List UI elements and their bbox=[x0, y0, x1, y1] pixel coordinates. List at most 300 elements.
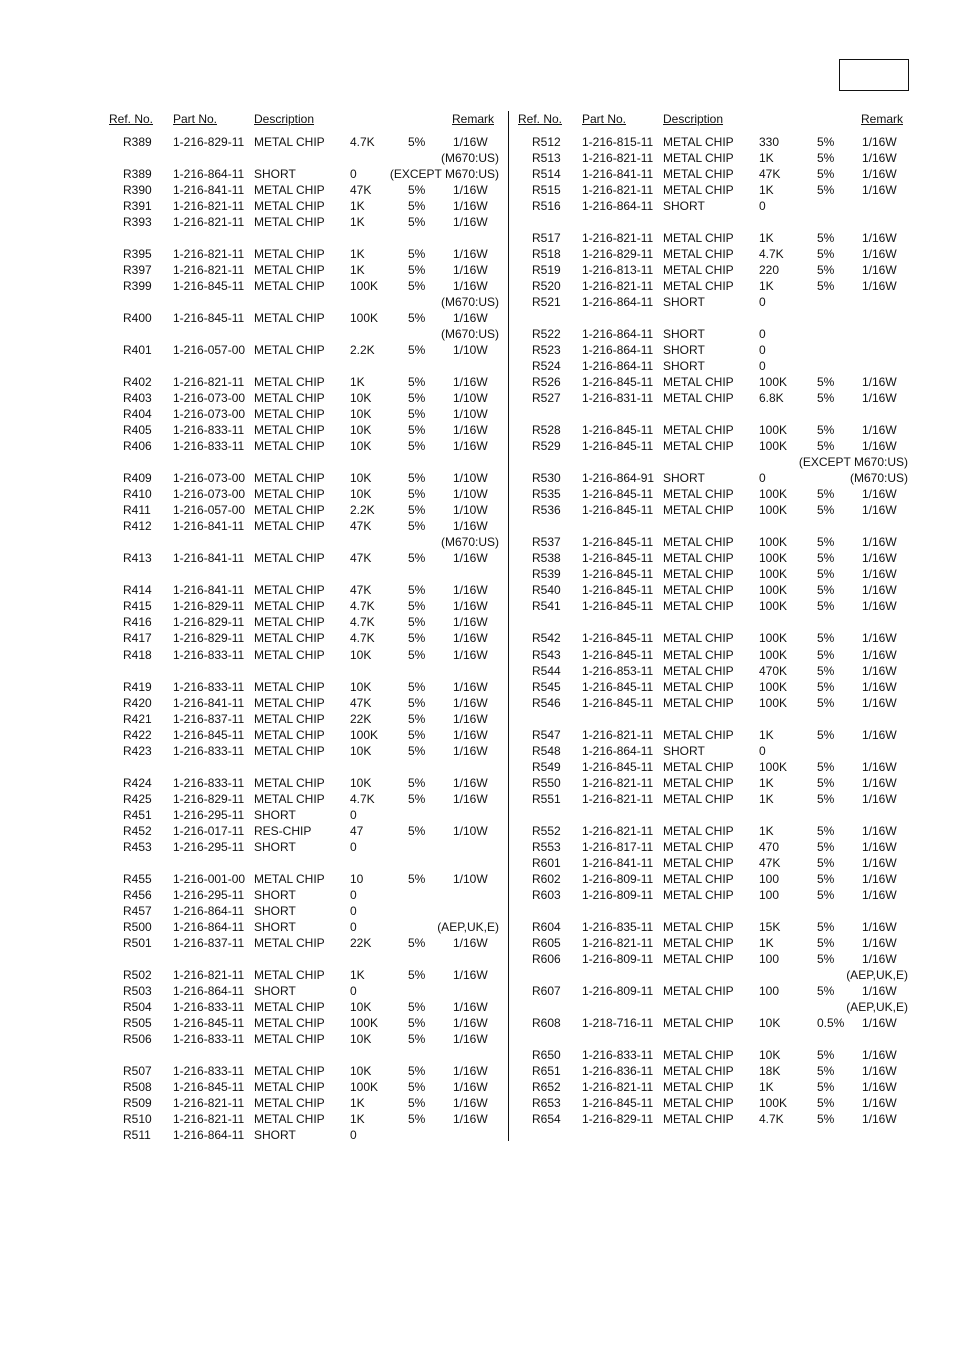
cell-ref-no: R391 bbox=[123, 199, 152, 214]
cell-tolerance: 5% bbox=[817, 167, 835, 182]
cell-tolerance: 5% bbox=[408, 135, 426, 149]
table-row bbox=[109, 711, 501, 727]
row-group bbox=[518, 230, 910, 310]
cell-rating: 1/16W bbox=[862, 679, 897, 694]
table-row bbox=[518, 294, 910, 310]
cell-value: 1K bbox=[759, 791, 774, 806]
cell-description: METAL CHIP bbox=[663, 135, 734, 149]
cell-part-no: 1-216-833-11 bbox=[173, 679, 245, 694]
table-row bbox=[109, 166, 501, 182]
cell-value: 47 bbox=[350, 823, 364, 838]
cell-ref-no: R457 bbox=[123, 903, 152, 918]
cell-value: 47K bbox=[350, 583, 372, 598]
cell-ref-no: R549 bbox=[532, 759, 561, 774]
cell-tolerance: 5% bbox=[817, 247, 835, 262]
cell-value: 47K bbox=[759, 167, 781, 182]
cell-description: METAL CHIP bbox=[663, 535, 734, 550]
cell-tolerance: 5% bbox=[408, 551, 426, 566]
cell-part-no: 1-216-845-11 bbox=[582, 647, 654, 662]
cell-value: 6.8K bbox=[759, 391, 784, 406]
cell-description: METAL CHIP bbox=[663, 423, 734, 438]
cell-ref-no: R543 bbox=[532, 647, 561, 662]
cell-part-no: 1-216-073-00 bbox=[173, 391, 246, 406]
cell-value: 100K bbox=[759, 375, 788, 390]
cell-value: 100K bbox=[759, 535, 788, 550]
cell-rating: 1/16W bbox=[453, 263, 488, 278]
cell-part-no: 1-216-841-11 bbox=[173, 551, 245, 566]
cell-description: SHORT bbox=[663, 743, 705, 758]
cell-ref-no: R402 bbox=[123, 375, 152, 390]
cell-value: 100K bbox=[759, 439, 788, 454]
table-row bbox=[518, 663, 910, 679]
cell-rating: 1/16W bbox=[862, 439, 897, 454]
cell-ref-no: R507 bbox=[123, 1063, 152, 1078]
cell-ref-no: R418 bbox=[123, 647, 152, 662]
cell-description: SHORT bbox=[254, 839, 296, 854]
cell-rating: 1/16W bbox=[453, 1079, 488, 1094]
cell-description: METAL CHIP bbox=[254, 647, 325, 662]
cell-part-no: 1-216-821-11 bbox=[582, 183, 654, 198]
cell-remark: (M670:US) bbox=[440, 151, 499, 166]
cell-ref-no: R411 bbox=[123, 503, 151, 518]
cell-ref-no: R511 bbox=[123, 1127, 151, 1142]
cell-rating: 1/16W bbox=[862, 599, 897, 614]
cell-part-no: 1-216-821-11 bbox=[582, 1079, 654, 1094]
cell-description: METAL CHIP bbox=[254, 1095, 325, 1110]
row-group bbox=[518, 727, 910, 807]
cell-part-no: 1-216-821-11 bbox=[582, 935, 654, 950]
cell-tolerance: 5% bbox=[817, 679, 835, 694]
cell-rating: 1/16W bbox=[862, 791, 897, 806]
cell-part-no: 1-216-295-11 bbox=[173, 887, 245, 902]
column-header bbox=[109, 113, 501, 125]
cell-tolerance: 5% bbox=[408, 279, 426, 294]
cell-part-no: 1-216-829-11 bbox=[173, 791, 245, 806]
table-row bbox=[518, 1079, 910, 1095]
table-row bbox=[109, 1015, 501, 1031]
cell-description: METAL CHIP bbox=[254, 391, 325, 406]
table-row bbox=[518, 823, 910, 839]
cell-rating: 1/16W bbox=[453, 775, 488, 790]
cell-part-no: 1-216-833-11 bbox=[173, 999, 245, 1014]
cell-value: 47K bbox=[350, 551, 372, 566]
cell-value: 0 bbox=[350, 903, 357, 918]
cell-tolerance: 5% bbox=[817, 631, 835, 646]
cell-rating: 1/16W bbox=[453, 791, 488, 806]
cell-value: 1K bbox=[759, 1079, 774, 1094]
cell-value: 10K bbox=[759, 1047, 781, 1062]
cell-part-no: 1-216-864-91 bbox=[582, 471, 655, 486]
cell-description: METAL CHIP bbox=[663, 839, 734, 854]
cell-tolerance: 5% bbox=[408, 503, 426, 518]
cell-tolerance: 5% bbox=[817, 871, 835, 886]
cell-ref-no: R452 bbox=[123, 823, 152, 838]
cell-rating: 1/16W bbox=[453, 935, 488, 950]
cell-part-no: 1-216-845-11 bbox=[173, 1015, 245, 1030]
cell-part-no: 1-216-833-11 bbox=[173, 775, 245, 790]
cell-description: METAL CHIP bbox=[254, 727, 325, 742]
table-row bbox=[109, 198, 501, 214]
cell-ref-no: R451 bbox=[123, 807, 152, 822]
cell-tolerance: 5% bbox=[408, 679, 426, 694]
cell-description: METAL CHIP bbox=[254, 711, 325, 726]
cell-value: 100K bbox=[759, 647, 788, 662]
cell-ref-no: R512 bbox=[532, 135, 561, 149]
cell-rating: 1/16W bbox=[862, 167, 897, 182]
cell-description: METAL CHIP bbox=[663, 855, 734, 870]
table-row bbox=[109, 214, 501, 230]
cell-part-no: 1-216-845-11 bbox=[582, 503, 654, 518]
cell-tolerance: 5% bbox=[817, 279, 835, 294]
cell-ref-no: R406 bbox=[123, 439, 152, 454]
cell-tolerance: 5% bbox=[408, 791, 426, 806]
remark-line bbox=[518, 967, 910, 983]
table-row bbox=[518, 342, 910, 358]
cell-description: SHORT bbox=[663, 471, 705, 486]
cell-description: METAL CHIP bbox=[254, 135, 325, 149]
cell-value: 1K bbox=[350, 1111, 365, 1126]
cell-ref-no: R389 bbox=[123, 167, 152, 182]
cell-description: METAL CHIP bbox=[254, 199, 325, 214]
cell-value: 100K bbox=[759, 423, 788, 438]
cell-value: 0 bbox=[759, 471, 766, 486]
cell-tolerance: 5% bbox=[817, 151, 835, 166]
cell-tolerance: 5% bbox=[817, 535, 835, 550]
table-row bbox=[518, 647, 910, 663]
table-row bbox=[518, 839, 910, 855]
cell-ref-no: R650 bbox=[532, 1047, 561, 1062]
table-row bbox=[109, 695, 501, 711]
table-row bbox=[109, 310, 501, 326]
cell-value: 100K bbox=[759, 759, 788, 774]
parts-list bbox=[518, 134, 910, 1143]
table-row bbox=[109, 935, 501, 951]
cell-description: METAL CHIP bbox=[663, 823, 734, 838]
cell-value: 100K bbox=[759, 631, 788, 646]
cell-description: METAL CHIP bbox=[254, 279, 325, 294]
cell-part-no: 1-216-841-11 bbox=[173, 183, 245, 198]
cell-ref-no: R530 bbox=[532, 471, 561, 486]
cell-description: SHORT bbox=[254, 983, 296, 998]
cell-part-no: 1-216-833-11 bbox=[173, 1063, 245, 1078]
cell-part-no: 1-216-817-11 bbox=[582, 839, 654, 854]
cell-tolerance: 5% bbox=[408, 775, 426, 790]
row-group bbox=[518, 326, 910, 406]
cell-tolerance: 5% bbox=[817, 551, 835, 566]
cell-description: METAL CHIP bbox=[663, 503, 734, 518]
cell-ref-no: R417 bbox=[123, 631, 152, 646]
cell-rating: 1/16W bbox=[862, 1015, 897, 1030]
table-row bbox=[518, 919, 910, 935]
cell-value: 10K bbox=[350, 471, 372, 486]
cell-description: METAL CHIP bbox=[663, 1095, 734, 1110]
cell-value: 100K bbox=[350, 1015, 379, 1030]
cell-value: 1K bbox=[759, 151, 774, 166]
table-row bbox=[518, 534, 910, 550]
row-group bbox=[518, 823, 910, 903]
cell-tolerance: 5% bbox=[408, 727, 426, 742]
cell-tolerance: 5% bbox=[817, 503, 835, 518]
table-row bbox=[518, 935, 910, 951]
table-row bbox=[518, 1111, 910, 1127]
cell-value: 15K bbox=[759, 919, 781, 934]
cell-part-no: 1-216-017-11 bbox=[173, 823, 245, 838]
cell-description: METAL CHIP bbox=[663, 983, 734, 998]
cell-value: 100K bbox=[759, 567, 788, 582]
cell-ref-no: R523 bbox=[532, 343, 561, 358]
cell-value: 10K bbox=[350, 775, 372, 790]
cell-tolerance: 5% bbox=[817, 663, 835, 678]
cell-description: SHORT bbox=[254, 167, 296, 182]
cell-tolerance: 5% bbox=[408, 407, 426, 422]
cell-value: 47K bbox=[759, 855, 781, 870]
cell-rating: 1/16W bbox=[453, 135, 488, 149]
cell-description: SHORT bbox=[254, 1127, 296, 1142]
cell-ref-no: R514 bbox=[532, 167, 561, 182]
cell-part-no: 1-216-809-11 bbox=[582, 871, 654, 886]
cell-value: 4.7K bbox=[759, 247, 784, 262]
cell-description: METAL CHIP bbox=[663, 647, 734, 662]
cell-part-no: 1-216-813-11 bbox=[582, 263, 654, 278]
table-row bbox=[518, 198, 910, 214]
cell-tolerance: 5% bbox=[408, 1079, 426, 1094]
cell-tolerance: 5% bbox=[817, 263, 835, 278]
cell-tolerance: 5% bbox=[408, 311, 426, 326]
cell-value: 0 bbox=[350, 167, 357, 182]
cell-value: 470 bbox=[759, 839, 780, 854]
cell-value: 4.7K bbox=[350, 615, 375, 630]
cell-part-no: 1-216-073-00 bbox=[173, 407, 246, 422]
row-group bbox=[109, 775, 501, 855]
cell-rating: 1/16W bbox=[862, 487, 897, 502]
cell-ref-no: R515 bbox=[532, 183, 561, 198]
cell-value: 0 bbox=[759, 327, 766, 342]
cell-value: 10K bbox=[350, 743, 372, 758]
table-row bbox=[518, 182, 910, 198]
cell-description: METAL CHIP bbox=[663, 775, 734, 790]
table-row bbox=[109, 390, 501, 406]
cell-tolerance: 5% bbox=[817, 951, 835, 966]
cell-tolerance: 5% bbox=[817, 791, 835, 806]
cell-part-no: 1-216-845-11 bbox=[582, 439, 654, 454]
cell-tolerance: 5% bbox=[408, 519, 426, 534]
cell-part-no: 1-216-829-11 bbox=[173, 599, 245, 614]
cell-part-no: 1-216-864-11 bbox=[582, 343, 654, 358]
cell-value: 100K bbox=[350, 727, 379, 742]
cell-ref-no: R520 bbox=[532, 279, 561, 294]
row-group bbox=[109, 967, 501, 1047]
cell-value: 0 bbox=[350, 983, 357, 998]
cell-rating: 1/16W bbox=[862, 551, 897, 566]
cell-ref-no: R516 bbox=[532, 199, 561, 214]
cell-rating: 1/16W bbox=[862, 919, 897, 934]
cell-tolerance: 5% bbox=[817, 1063, 835, 1078]
cell-value: 1K bbox=[759, 935, 774, 950]
cell-rating: 1/16W bbox=[862, 1095, 897, 1110]
cell-ref-no: R393 bbox=[123, 215, 152, 230]
cell-part-no: 1-216-821-11 bbox=[173, 375, 245, 390]
cell-description: METAL CHIP bbox=[254, 471, 325, 486]
cell-rating: 1/16W bbox=[862, 535, 897, 550]
cell-description: METAL CHIP bbox=[254, 1031, 325, 1046]
cell-description: METAL CHIP bbox=[254, 551, 325, 566]
cell-tolerance: 5% bbox=[408, 999, 426, 1014]
table-row bbox=[518, 502, 910, 518]
cell-ref-no: R517 bbox=[532, 231, 561, 246]
cell-description: METAL CHIP bbox=[254, 999, 325, 1014]
table-row bbox=[109, 727, 501, 743]
cell-ref-no: R519 bbox=[532, 263, 561, 278]
cell-rating: 1/16W bbox=[862, 839, 897, 854]
cell-description: METAL CHIP bbox=[663, 1111, 734, 1126]
cell-ref-no: R548 bbox=[532, 743, 561, 758]
cell-rating: 1/16W bbox=[453, 1031, 488, 1046]
table-row bbox=[109, 919, 501, 935]
table-row bbox=[109, 823, 501, 839]
cell-ref-no: R654 bbox=[532, 1111, 561, 1126]
cell-part-no: 1-216-001-00 bbox=[173, 871, 246, 886]
cell-rating: 1/16W bbox=[862, 855, 897, 870]
cell-ref-no: R510 bbox=[123, 1111, 152, 1126]
table-row bbox=[518, 358, 910, 374]
table-row bbox=[109, 775, 501, 791]
cell-tolerance: 5% bbox=[817, 727, 835, 742]
cell-part-no: 1-216-057-00 bbox=[173, 343, 246, 358]
table-row bbox=[518, 246, 910, 262]
cell-rating: 1/16W bbox=[862, 391, 897, 406]
cell-rating: 1/16W bbox=[453, 199, 488, 214]
cell-rating: 1/16W bbox=[862, 871, 897, 886]
cell-ref-no: R513 bbox=[532, 151, 561, 166]
cell-part-no: 1-216-836-11 bbox=[582, 1063, 654, 1078]
cell-rating: 1/16W bbox=[453, 711, 488, 726]
cell-ref-no: R409 bbox=[123, 471, 152, 486]
cell-rating: 1/16W bbox=[453, 727, 488, 742]
table-row bbox=[109, 278, 501, 294]
cell-tolerance: 5% bbox=[817, 887, 835, 902]
table-row bbox=[109, 791, 501, 807]
row-group bbox=[518, 134, 910, 214]
table-row bbox=[518, 326, 910, 342]
cell-description: METAL CHIP bbox=[663, 551, 734, 566]
cell-part-no: 1-216-829-11 bbox=[173, 615, 245, 630]
cell-rating: 1/16W bbox=[862, 583, 897, 598]
cell-part-no: 1-216-821-11 bbox=[173, 247, 245, 262]
table-row bbox=[109, 406, 501, 422]
cell-ref-no: R422 bbox=[123, 727, 152, 742]
cell-rating: 1/16W bbox=[453, 695, 488, 710]
cell-rating: 1/16W bbox=[453, 311, 488, 326]
cell-ref-no: R404 bbox=[123, 407, 152, 422]
cell-tolerance: 5% bbox=[817, 567, 835, 582]
cell-rating: 1/16W bbox=[862, 935, 897, 950]
cell-ref-no: R608 bbox=[532, 1015, 561, 1030]
table-row bbox=[518, 374, 910, 390]
cell-rating: 1/16W bbox=[453, 743, 488, 758]
column-header bbox=[518, 113, 910, 125]
cell-tolerance: 5% bbox=[408, 599, 426, 614]
cell-rating: 1/16W bbox=[453, 1063, 488, 1078]
cell-rating: 1/16W bbox=[453, 999, 488, 1014]
table-row bbox=[518, 550, 910, 566]
table-row bbox=[518, 150, 910, 166]
cell-value: 0 bbox=[759, 359, 766, 374]
cell-part-no: 1-216-821-11 bbox=[173, 1111, 245, 1126]
cell-tolerance: 5% bbox=[408, 215, 426, 230]
cell-tolerance: 5% bbox=[817, 375, 835, 390]
cell-remark: (M670:US) bbox=[440, 535, 499, 550]
cell-tolerance: 5% bbox=[408, 263, 426, 278]
cell-rating: 1/16W bbox=[862, 567, 897, 582]
cell-tolerance: 5% bbox=[408, 583, 426, 598]
cell-value: 1K bbox=[350, 375, 365, 390]
row-group bbox=[518, 1047, 910, 1127]
cell-rating: 1/16W bbox=[453, 615, 488, 630]
table-row bbox=[518, 791, 910, 807]
cell-part-no: 1-216-821-11 bbox=[582, 727, 654, 742]
cell-description: METAL CHIP bbox=[254, 599, 325, 614]
cell-rating: 1/16W bbox=[453, 375, 488, 390]
cell-description: METAL CHIP bbox=[663, 695, 734, 710]
cell-description: METAL CHIP bbox=[254, 1015, 325, 1030]
cell-ref-no: R410 bbox=[123, 487, 152, 502]
cell-rating: 1/10W bbox=[453, 471, 488, 486]
cell-value: 0 bbox=[350, 887, 357, 902]
cell-part-no: 1-216-841-11 bbox=[173, 519, 245, 534]
table-row bbox=[518, 951, 910, 967]
cell-value: 4.7K bbox=[350, 791, 375, 806]
cell-part-no: 1-216-821-11 bbox=[173, 199, 245, 214]
cell-description: METAL CHIP bbox=[254, 1063, 325, 1078]
cell-part-no: 1-216-845-11 bbox=[582, 599, 654, 614]
cell-part-no: 1-216-845-11 bbox=[173, 1079, 245, 1094]
cell-ref-no: R550 bbox=[532, 775, 561, 790]
cell-value: 1K bbox=[759, 727, 774, 742]
cell-description: METAL CHIP bbox=[663, 263, 734, 278]
cell-ref-no: R500 bbox=[123, 919, 152, 934]
cell-tolerance: 5% bbox=[817, 439, 835, 454]
cell-rating: 1/16W bbox=[862, 1047, 897, 1062]
cell-part-no: 1-216-829-11 bbox=[582, 247, 654, 262]
cell-tolerance: 5% bbox=[817, 759, 835, 774]
cell-part-no: 1-216-821-11 bbox=[582, 823, 654, 838]
header-part-no: Part No. bbox=[173, 112, 218, 126]
cell-description: METAL CHIP bbox=[254, 695, 325, 710]
cell-ref-no: R605 bbox=[532, 935, 561, 950]
cell-description: METAL CHIP bbox=[663, 871, 734, 886]
cell-ref-no: R518 bbox=[532, 247, 561, 262]
cell-tolerance: 5% bbox=[817, 1047, 835, 1062]
cell-ref-no: R607 bbox=[532, 983, 561, 998]
table-row bbox=[109, 598, 501, 614]
row-group bbox=[109, 134, 501, 230]
cell-description: METAL CHIP bbox=[663, 951, 734, 966]
cell-description: METAL CHIP bbox=[663, 583, 734, 598]
cell-ref-no: R652 bbox=[532, 1079, 561, 1094]
cell-tolerance: 5% bbox=[817, 919, 835, 934]
table-row bbox=[518, 134, 910, 150]
cell-description: SHORT bbox=[663, 359, 705, 374]
row-group bbox=[109, 470, 501, 566]
table-row bbox=[109, 1111, 501, 1127]
table-row bbox=[518, 278, 910, 294]
row-group bbox=[109, 1063, 501, 1143]
cell-tolerance: 5% bbox=[817, 583, 835, 598]
cell-description: METAL CHIP bbox=[663, 567, 734, 582]
cell-ref-no: R547 bbox=[532, 727, 561, 742]
cell-tolerance: 5% bbox=[817, 183, 835, 198]
cell-ref-no: R546 bbox=[532, 695, 561, 710]
